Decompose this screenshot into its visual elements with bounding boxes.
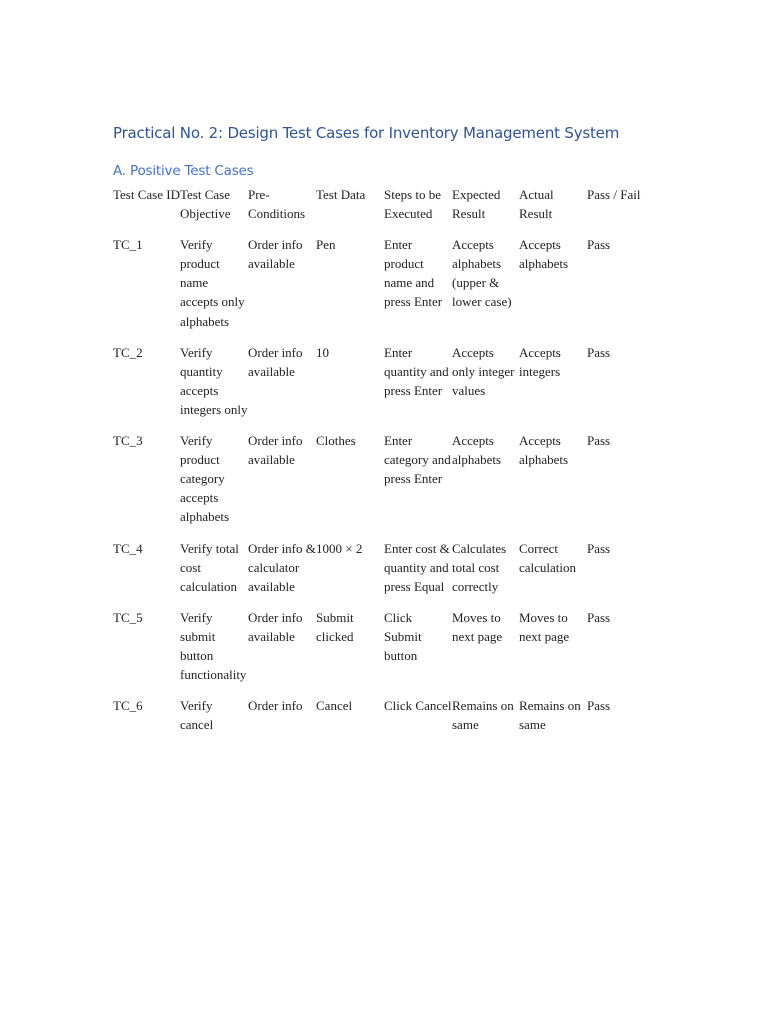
document-title: Practical No. 2: Design Test Cases for Inventory Management System — [113, 124, 620, 142]
table-cell: Verify total cost calculation — [180, 540, 239, 594]
table-cell: Pass — [587, 433, 611, 449]
table-cell: Order info available — [248, 237, 303, 272]
table-cell: Accepts alphabets — [519, 433, 569, 468]
section-heading: A. Positive Test Cases — [113, 163, 254, 179]
test-cases-table — [113, 185, 653, 746]
header-cell: Actual Result — [519, 187, 554, 222]
table-cell: TC_2 — [113, 344, 143, 360]
table-cell: Enter cost & quantity and press Equal — [384, 540, 450, 594]
table-header-row — [113, 185, 653, 235]
table-cell: Verify product name accepts only alphabets — [180, 237, 245, 329]
table-cell: Pass — [587, 698, 611, 714]
table-cell: Verify cancel — [180, 698, 214, 733]
table-cell: Order info available — [248, 609, 303, 644]
table-row — [113, 696, 653, 746]
header-cell: Steps to be Executed — [384, 187, 442, 222]
table-cell: Enter category and press Enter — [384, 433, 451, 487]
table-cell: TC_4 — [113, 540, 143, 556]
table-cell: Accepts alphabets — [519, 237, 569, 272]
table-cell: Enter quantity and press Enter — [384, 344, 449, 398]
table-cell: Clothes — [316, 433, 356, 449]
table-cell: Moves to next page — [519, 609, 570, 644]
table-cell: 1000 × 2 — [316, 540, 363, 556]
table-cell: Remains on same — [519, 698, 581, 733]
table-row — [113, 235, 653, 342]
table-cell: Pass — [587, 540, 611, 556]
table-cell: Verify quantity accepts integers only — [180, 344, 248, 417]
table-cell: Verify product category accepts alphabets — [180, 433, 230, 525]
table-cell: Pass — [587, 237, 611, 253]
table-cell: 10 — [316, 344, 329, 360]
table-cell: TC_5 — [113, 609, 143, 625]
table-cell: TC_3 — [113, 433, 143, 449]
table-cell: Remains on same — [452, 698, 514, 733]
table-row — [113, 539, 653, 608]
table-cell: Order info — [248, 698, 303, 714]
table-cell: Calculates total cost correctly — [452, 540, 507, 594]
table-cell: Cancel — [316, 698, 353, 714]
table-cell: Correct calculation — [519, 540, 577, 575]
header-cell: Test Case ID — [113, 187, 180, 202]
table-row — [113, 608, 653, 696]
header-cell: Pass / Fail — [587, 187, 641, 202]
table-cell: Pen — [316, 237, 336, 253]
table-cell: Accepts alphabets — [452, 433, 502, 468]
table-cell: Order info available — [248, 344, 303, 379]
table-cell: TC_6 — [113, 698, 143, 714]
table-cell: Click Submit button — [384, 609, 422, 663]
header-cell: Test Data — [316, 187, 366, 202]
table-cell: TC_1 — [113, 237, 143, 253]
table-cell: Verify submit button functionality — [180, 609, 247, 683]
table-cell: Submit clicked — [316, 609, 354, 644]
table-cell: Pass — [587, 344, 611, 360]
table-cell: Accepts alphabets (upper & lower case) — [452, 237, 512, 310]
table-row — [113, 431, 653, 538]
table-cell: Enter product name and press Enter — [384, 237, 443, 310]
table-cell: Order info available — [248, 433, 303, 468]
table-cell: Accepts only integer values — [452, 344, 515, 398]
table-cell: Accepts integers — [519, 344, 561, 379]
header-cell: Pre-Conditions — [248, 187, 306, 222]
table-cell: Moves to next page — [452, 609, 503, 644]
table-row — [113, 343, 653, 431]
header-cell: Expected Result — [452, 187, 501, 222]
table-cell: Order info & calculator available — [248, 540, 316, 594]
table-cell: Pass — [587, 609, 611, 625]
table-cell: Click Cancel — [384, 698, 452, 714]
header-cell: Test Case Objective — [180, 187, 231, 222]
